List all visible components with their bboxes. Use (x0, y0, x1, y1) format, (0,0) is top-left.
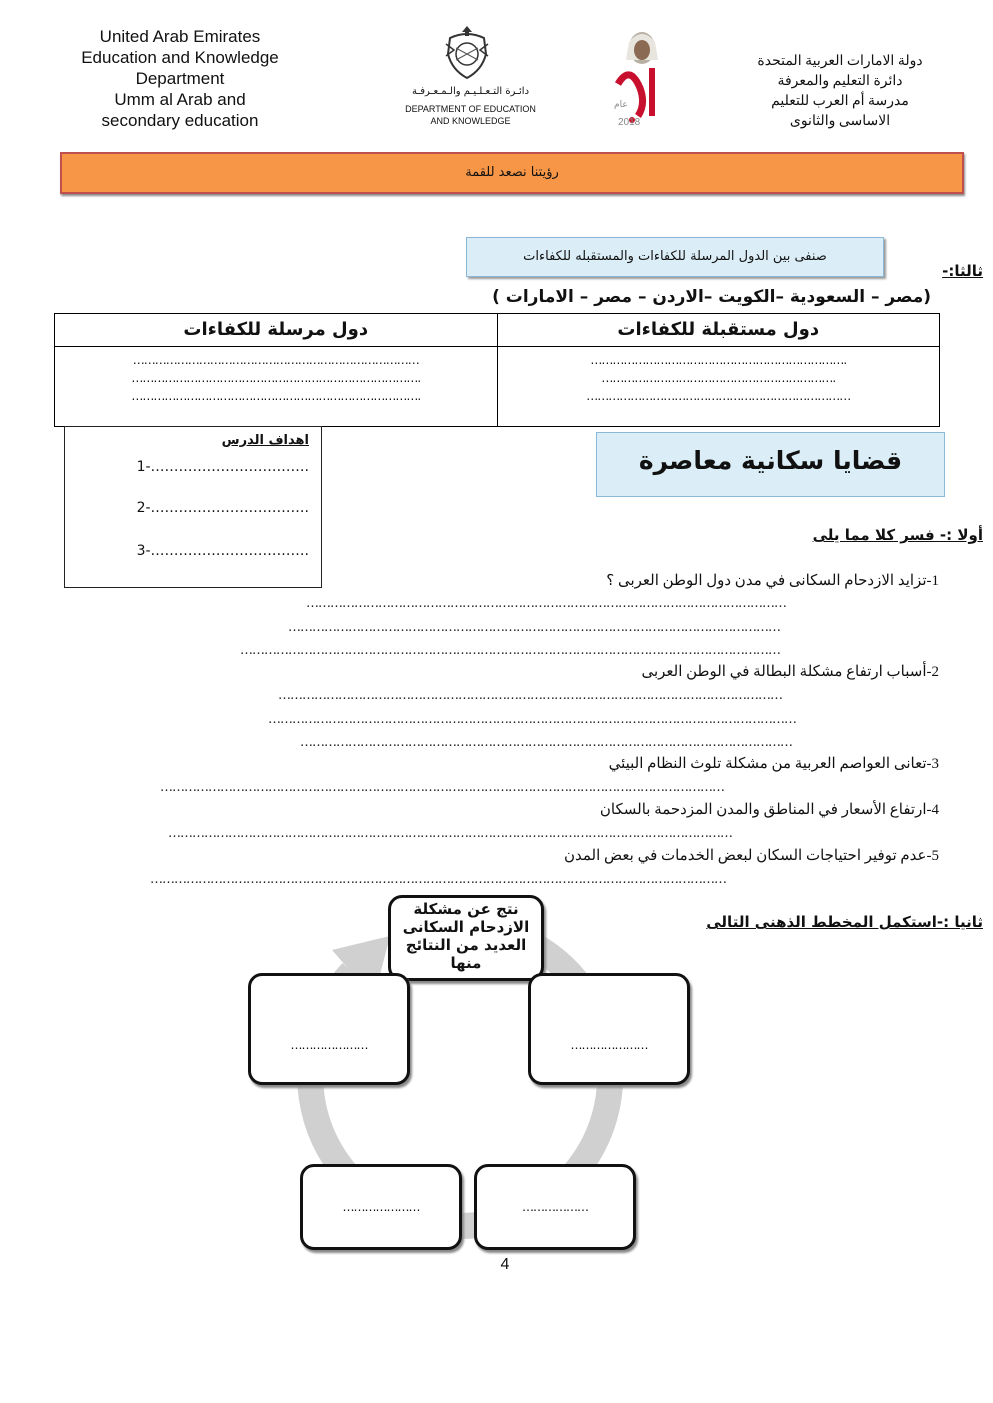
sending-answer-cell[interactable] (55, 347, 498, 427)
question-5: 5-عدم توفير احتياجات السكان لبعض الخدمات في بعض المدن (563, 848, 939, 864)
section2-heading: ثانيا :-استكمل المخطط الذهنى التالى (706, 913, 983, 931)
answer-line[interactable]: ……………………………………………………………………………………………………………………… (240, 643, 780, 658)
answer-line[interactable]: …………………………………………………………………………………………………………… (300, 735, 792, 750)
goal-item[interactable]: 2-……………………………. (136, 500, 309, 516)
classification-table (54, 313, 940, 427)
mindmap-node-right[interactable] (528, 973, 690, 1085)
header-en-line: Department (135, 69, 225, 88)
question-1: 1-تزايد الازدحام السكانى في مدن دول الوطن العربى ؟ (606, 573, 939, 589)
department-logo (398, 24, 543, 132)
node-answer[interactable]: ………………… (570, 1038, 648, 1052)
header-arabic (735, 52, 945, 132)
answer-line[interactable]: ……………………………………………………………… (586, 389, 851, 403)
answer-line[interactable]: ……………………………………………………………………. (131, 389, 421, 403)
zayed-year: 2018 (618, 117, 641, 128)
receiving-answer-cell[interactable] (497, 347, 940, 427)
answer-line[interactable]: …………………………………………………………………… (132, 353, 419, 367)
answer-line[interactable]: ………………………………………………………. (601, 371, 836, 385)
vision-banner: رؤيتنا نصعد للقمة (60, 152, 964, 194)
header-ar-line: مدرسة أم العرب للتعليم (771, 94, 909, 109)
lesson-goals-box (64, 426, 322, 588)
answer-line[interactable]: ……………………………………………………………………………………………………………… (278, 688, 782, 703)
header-en-line: Education and Knowledge (81, 48, 279, 67)
countries-list: (مصر – السعودية –الكويت –الاردن – مصر – الامارات ) (492, 287, 931, 307)
question-2: 2-أسباب ارتفاع مشكلة البطالة في الوطن العربى (641, 664, 939, 680)
mindmap-node-bottom-left[interactable] (300, 1164, 462, 1250)
answer-line[interactable]: …………………………………………………………………………………………………………… (288, 620, 780, 635)
goal-item[interactable]: 1-……………………………. (136, 459, 309, 475)
answer-line[interactable]: ……………………………………………………………………………………………………………………………… (150, 872, 726, 887)
header-en-line: United Arab Emirates (99, 27, 261, 46)
answer-line[interactable]: ……………………………………………………………………. (131, 371, 421, 385)
section1-heading: أولا :- فسر كلا مما يلى (812, 526, 983, 544)
answer-line[interactable]: ………………………………………………………………………………………………………… (306, 596, 786, 611)
year-of-zayed-logo (612, 24, 670, 132)
zayed-word (610, 84, 612, 85)
header-ar-line: الاساسى والثانوى (789, 114, 891, 129)
question-4: 4-ارتفاع الأسعار في المناطق والمدن المزدحمة بالسكان (599, 802, 939, 818)
falcon-seal-icon (442, 24, 492, 80)
mindmap-node-left[interactable] (248, 973, 410, 1085)
section3-label (942, 262, 983, 280)
header-en-line: Umm al Arab and (114, 90, 246, 109)
mindmap-node-bottom-right[interactable] (474, 1164, 636, 1250)
page-number: 4 (500, 1256, 510, 1273)
answer-line[interactable]: …………………………………………………………………………………………………………………… (268, 712, 796, 727)
header-en-line: secondary education (101, 111, 259, 130)
node-answer[interactable]: ……………… (522, 1200, 588, 1214)
answer-line[interactable]: ……………………………………………………………. (590, 353, 847, 367)
goal-item[interactable]: 3-……………………………. (136, 543, 309, 559)
lesson-title: قضايا سكانية معاصرة (596, 432, 945, 497)
mindmap-center-node: نتج عن مشكلة الازدحام السكانى العديد من النتائج منها (388, 895, 544, 981)
logo-text-ar: دائـرة التـعـلـيـم والـمـعـرفـة (411, 86, 530, 97)
answer-line[interactable]: …………………………………………………………………………………………………………………………… (160, 780, 724, 795)
goals-title: اهداف الدرس (221, 433, 309, 448)
node-answer[interactable]: ………………… (342, 1200, 420, 1214)
logo-text-en-1: DEPARTMENT OF EDUCATION (405, 104, 536, 114)
answer-line[interactable]: …………………………………………………………………………………………………………………………… (168, 826, 732, 841)
header-ar-line: دائرة التعليم والمعرفة (777, 74, 903, 89)
section3-label-text: ثالثا:- (942, 262, 983, 280)
question-3: 3-تعانى العواصم العربية من مشكلة تلوث النظام البيئي (608, 756, 939, 772)
sending-header: دول مرسلة للكفاءات (55, 314, 498, 347)
portrait-icon (612, 24, 670, 132)
receiving-header: دول مستقبلة للكفاءات (497, 314, 940, 347)
node-answer[interactable]: ………………… (290, 1038, 368, 1052)
logo-text-en-2: AND KNOWLEDGE (430, 116, 511, 126)
classification-task: صنفى بين الدول المرسلة للكفاءات والمستقبله للكفاءات (466, 237, 884, 277)
header-ar-line: دولة الامارات العربية المتحدة (757, 54, 923, 69)
header-english (60, 26, 300, 131)
zayed-small-text: عام (614, 100, 628, 110)
